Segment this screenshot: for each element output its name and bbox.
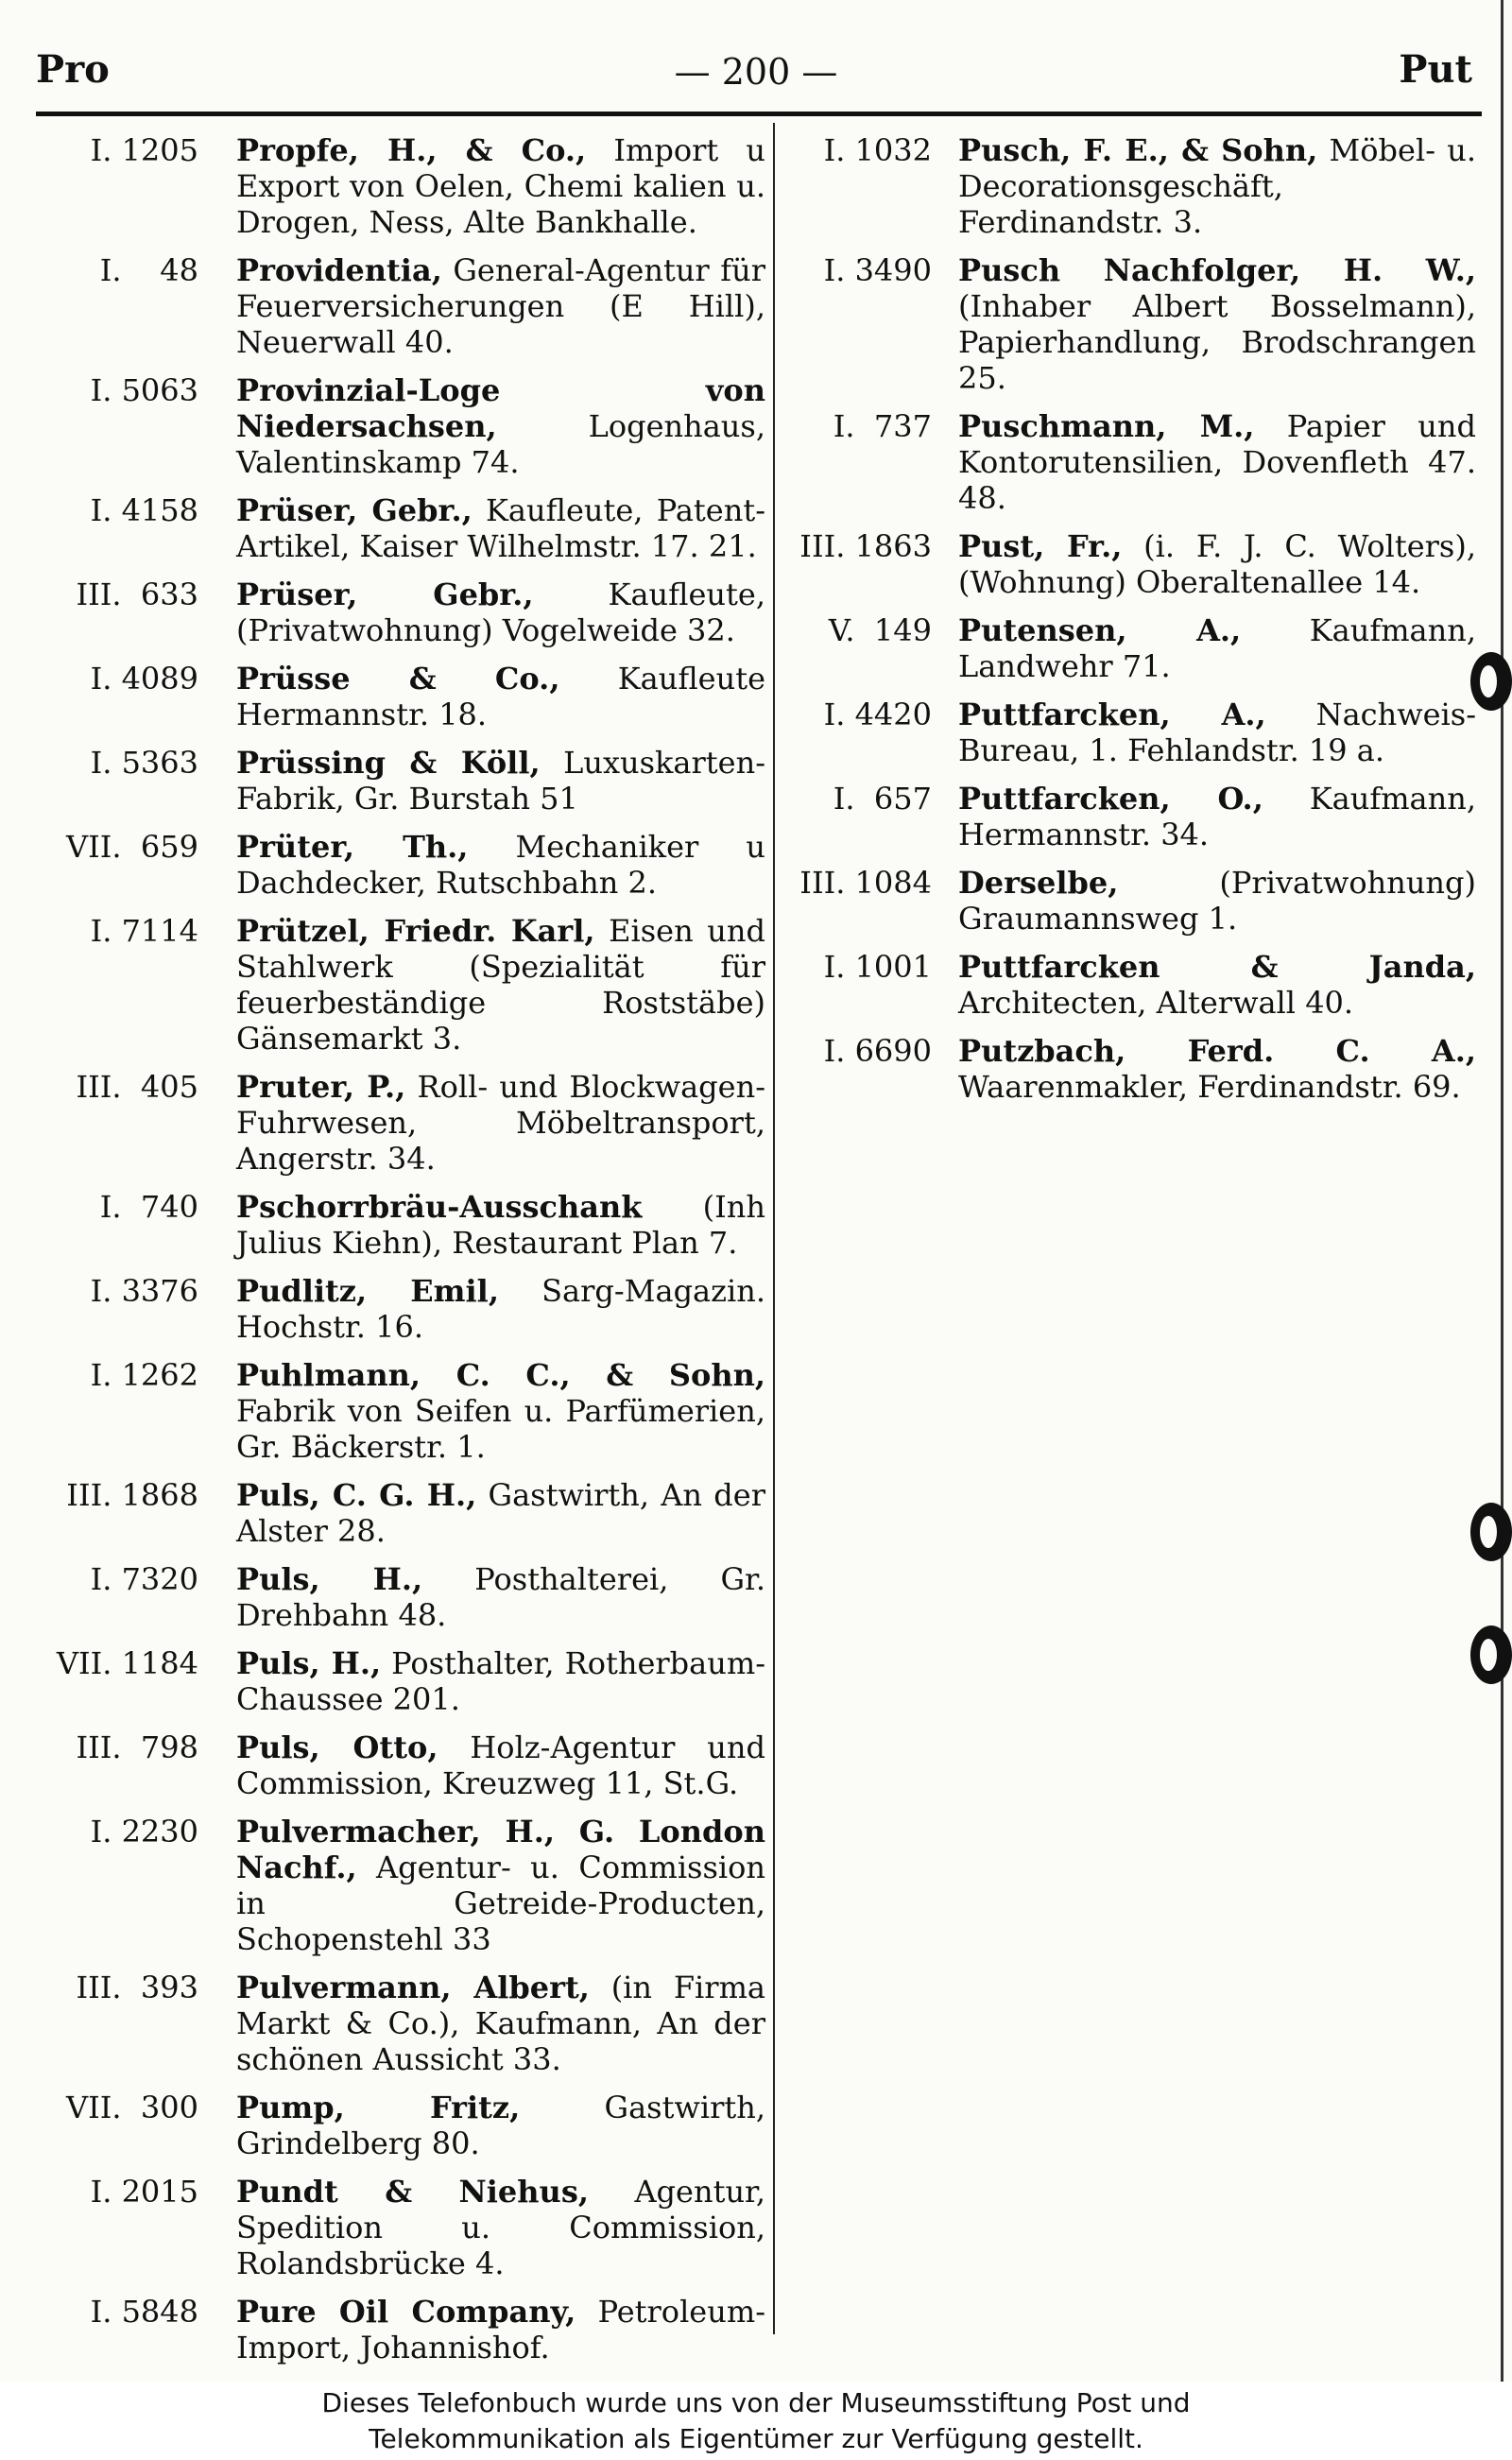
phone-number: I. 657 xyxy=(833,781,932,817)
punch-hole-icon xyxy=(1470,652,1512,711)
subscriber-name: Putzbach, Ferd. C. A., xyxy=(958,1033,1476,1069)
phone-number: I. 737 xyxy=(833,408,932,444)
phone-number: I. 7114 xyxy=(90,913,198,949)
subscriber-details: (in Firma Markt & Co.), Kaufmann, An der schönen Aussicht 33. xyxy=(236,1970,765,2077)
subscriber-details: Petroleum-Import, Johannishof. xyxy=(236,2294,765,2365)
entry-text xyxy=(236,1273,765,1345)
entry-text xyxy=(236,829,765,901)
directory-entry xyxy=(19,2090,766,2161)
phone-number: VII. 300 xyxy=(66,2090,198,2125)
subscriber-name: Pudlitz, Emil, xyxy=(236,1273,499,1309)
phone-number: I. 2230 xyxy=(90,1814,198,1849)
directory-entry xyxy=(781,528,1480,600)
phone-number: III. 393 xyxy=(76,1970,198,2005)
subscriber-details: Mechaniker u Dachdecker, Rutschbahn 2. xyxy=(236,829,765,901)
subscriber-name: Pulvermann, Albert, xyxy=(236,1970,590,2005)
directory-entry xyxy=(781,1033,1480,1105)
entry-text xyxy=(236,1477,765,1549)
entry-text xyxy=(236,1069,765,1177)
subscriber-name: Puttfarcken, A., xyxy=(958,697,1266,732)
directory-entry xyxy=(781,949,1480,1021)
subscriber-details: Papier und Kontorutensilien, Dovenfleth 47. 48. xyxy=(958,408,1477,516)
subscriber-details: Agentur, Spedition u. Commission, Rolandsbrücke 4. xyxy=(236,2174,765,2281)
column-divider xyxy=(773,123,775,2334)
left-column xyxy=(19,132,766,2378)
subscriber-name: Prüssing & Köll, xyxy=(236,745,541,781)
subscriber-name: Puttfarcken & Janda, xyxy=(958,949,1476,985)
subscriber-name: Pump, Fritz, xyxy=(236,2090,521,2125)
subscriber-details: General-Agentur für Feuerversicherungen (E Hill), Neuerwall 40. xyxy=(236,252,765,360)
entry-text xyxy=(236,1357,765,1465)
entry-text xyxy=(958,132,1476,240)
subscriber-name: Prützel, Friedr. Karl, xyxy=(236,913,595,949)
directory-entry xyxy=(19,1729,766,1801)
phone-number: I. 740 xyxy=(99,1189,198,1225)
phone-number: I. 1032 xyxy=(823,132,932,168)
phone-number: I. 48 xyxy=(99,252,198,288)
entry-text xyxy=(958,865,1476,937)
phone-number: I. 5848 xyxy=(90,2294,198,2330)
subscriber-name: Puls, Otto, xyxy=(236,1729,438,1765)
entry-text xyxy=(958,697,1476,768)
entry-text xyxy=(236,132,765,240)
subscriber-name: Pusch, F. E., & Sohn, xyxy=(958,132,1318,168)
subscriber-details: Posthalterei, Gr. Drehbahn 48. xyxy=(236,1561,766,1633)
page-number: — 200 — xyxy=(674,51,838,93)
entry-text xyxy=(236,492,765,564)
subscriber-details: Roll- und Blockwagen-Fuhrwesen, Möbeltransport, Angerstr. 34. xyxy=(236,1069,765,1177)
subscriber-name: Propfe, H., & Co., xyxy=(236,132,587,168)
header-left-keyword: Pro xyxy=(36,47,110,92)
subscriber-name: Puhlmann, C. C., & Sohn, xyxy=(236,1357,765,1393)
entry-text xyxy=(958,612,1476,684)
phone-number: I. 4158 xyxy=(90,492,198,528)
subscriber-name: Puls, H., xyxy=(236,1561,423,1597)
subscriber-name: Prüsse & Co., xyxy=(236,661,560,697)
phone-number: VII. 659 xyxy=(66,829,198,865)
subscriber-name: Pruter, P., xyxy=(236,1069,406,1105)
directory-entry xyxy=(19,829,765,901)
phone-number: V. 149 xyxy=(828,612,932,648)
directory-entry xyxy=(19,1970,765,2077)
header-right-keyword: Put xyxy=(1399,47,1472,92)
subscriber-name: Puschmann, M., xyxy=(958,408,1255,444)
phone-number: I. 3490 xyxy=(823,252,932,288)
subscriber-details: Möbel- u. Decorationsgeschäft, Ferdinandstr. 3. xyxy=(958,132,1477,240)
phone-number: III. 1863 xyxy=(799,528,932,564)
directory-entry xyxy=(19,1189,765,1261)
directory-entry xyxy=(19,1273,765,1345)
entry-text xyxy=(236,372,765,480)
subscriber-name: Pulvermacher, H., G. London Nachf., xyxy=(236,1814,765,1885)
subscriber-details: Holz-Agentur und Commission, Kreuzweg 11, St.G. xyxy=(236,1729,766,1801)
subscriber-details: (Privatwohnung) Graumannsweg 1. xyxy=(958,865,1476,937)
entry-text xyxy=(958,528,1476,600)
phone-number: III. 798 xyxy=(76,1729,198,1765)
phone-number: I. 2015 xyxy=(90,2174,198,2210)
phone-number: I. 1205 xyxy=(90,132,198,168)
entry-text xyxy=(958,408,1476,516)
subscriber-details: Nachweis-Bureau, 1. Fehlandstr. 19 a. xyxy=(958,697,1476,768)
directory-entry xyxy=(19,1357,765,1465)
entry-text xyxy=(236,1645,765,1717)
punch-hole-icon xyxy=(1470,1503,1512,1561)
subscriber-details: Agentur- u. Commission in Getreide-Producten, Schopenstehl 33 xyxy=(236,1849,765,1957)
punch-hole-icon xyxy=(1470,1626,1512,1684)
directory-entry xyxy=(781,612,1480,684)
entry-text xyxy=(236,1561,765,1633)
footer-line: Telekommunikation als Eigentümer zur Verfügung gestellt. xyxy=(369,2423,1143,2454)
subscriber-name: Pundt & Niehus, xyxy=(236,2174,589,2210)
subscriber-details: Luxuskarten-Fabrik, Gr. Burstah 51 xyxy=(236,745,766,817)
directory-entry xyxy=(19,1561,766,1633)
subscriber-name: Providentia, xyxy=(236,252,442,288)
entry-text xyxy=(236,2090,765,2161)
directory-entry xyxy=(19,492,766,564)
directory-entry xyxy=(19,745,766,817)
phone-number: I. 3376 xyxy=(90,1273,198,1309)
subscriber-details: Kaufleute, Patent-Artikel, Kaiser Wilhelmstr. 17. 21. xyxy=(236,492,766,564)
subscriber-name: Pschorrbräu-Ausschank xyxy=(236,1189,643,1225)
subscriber-details: Kaufmann, Landwehr 71. xyxy=(958,612,1476,684)
subscriber-details: Gastwirth, Grindelberg 80. xyxy=(236,2090,766,2161)
directory-entry xyxy=(781,132,1480,240)
subscriber-details: Architecten, Alterwall 40. xyxy=(958,985,1354,1021)
directory-entry xyxy=(19,913,766,1057)
entry-text xyxy=(236,1729,765,1801)
directory-entry xyxy=(19,2174,765,2281)
phone-number: III. 633 xyxy=(76,576,198,612)
directory-entry xyxy=(781,781,1480,852)
subscriber-name: Pure Oil Company, xyxy=(236,2294,576,2330)
phone-number: III. 1868 xyxy=(66,1477,198,1513)
subscriber-details: Logenhaus, Valentinskamp 74. xyxy=(236,408,765,480)
directory-entry xyxy=(781,408,1480,516)
subscriber-details: Sarg-Magazin. Hochstr. 16. xyxy=(236,1273,765,1345)
directory-entry xyxy=(19,252,765,360)
entry-text xyxy=(236,913,765,1057)
subscriber-details: Kaufleute Hermannstr. 18. xyxy=(236,661,766,732)
subscriber-details: Kaufleute, (Privatwohnung) Vogelweide 32. xyxy=(236,576,766,648)
phone-number: I. 1262 xyxy=(90,1357,198,1393)
subscriber-details: (i. F. J. C. Wolters), (Wohnung) Oberaltenallee 14. xyxy=(958,528,1477,600)
directory-entry xyxy=(19,132,766,240)
entry-text xyxy=(958,252,1476,396)
page-edge xyxy=(1501,0,1503,2382)
subscriber-name: Pusch Nachfolger, H. W., xyxy=(958,252,1476,288)
entry-text xyxy=(236,745,765,817)
phone-number: I. 5063 xyxy=(90,372,198,408)
directory-entry xyxy=(19,1477,766,1549)
subscriber-details: Kaufmann, Hermannstr. 34. xyxy=(958,781,1477,852)
subscriber-details: Posthalter, Rotherbaum-Chaussee 201. xyxy=(236,1645,766,1717)
entry-text xyxy=(236,1814,765,1957)
phone-number: I. 7320 xyxy=(90,1561,198,1597)
subscriber-name: Puls, H., xyxy=(236,1645,382,1681)
directory-entry xyxy=(19,576,766,648)
entry-text xyxy=(236,252,765,360)
subscriber-details: (Inhaber Albert Bosselmann), Papierhandlung, Brodschrangen 25. xyxy=(958,288,1476,396)
directory-entry xyxy=(781,865,1480,937)
entry-text xyxy=(958,781,1476,852)
entry-text xyxy=(236,661,765,732)
right-column xyxy=(781,132,1480,1117)
header-rule xyxy=(36,112,1482,116)
footer-line: Dieses Telefonbuch wurde uns von der Museumsstiftung Post und xyxy=(321,2387,1191,2418)
directory-entry xyxy=(781,697,1480,768)
phone-number: I. 5363 xyxy=(90,745,198,781)
phone-number: I. 1001 xyxy=(823,949,932,985)
phone-number: I. 4420 xyxy=(823,697,932,732)
entry-text xyxy=(236,1970,765,2077)
subscriber-name: Puls, C. G. H., xyxy=(236,1477,477,1513)
footer-notice xyxy=(0,2382,1512,2460)
directory-entry xyxy=(19,2294,765,2365)
directory-entry xyxy=(19,1814,765,1957)
subscriber-name: Provinzial-Loge von Niedersachsen, xyxy=(236,372,765,444)
entry-text xyxy=(236,1189,765,1261)
directory-entry xyxy=(781,252,1480,396)
subscriber-name: Puttfarcken, O., xyxy=(958,781,1263,817)
subscriber-details: Fabrik von Seifen u. Parfümerien, Gr. Bäckerstr. 1. xyxy=(236,1393,765,1465)
subscriber-details: Eisen und Stahlwerk (Spezialität für feuerbeständige Roststäbe) Gänsemarkt 3. xyxy=(236,913,766,1057)
subscriber-details: Gastwirth, An der Alster 28. xyxy=(236,1477,766,1549)
entry-text xyxy=(236,2294,765,2365)
phone-number: VII. 1184 xyxy=(56,1645,198,1681)
phone-number: III. 1084 xyxy=(799,865,932,901)
phone-number: I. 6690 xyxy=(823,1033,932,1069)
entry-text xyxy=(958,949,1476,1021)
subscriber-details: Import u Export von Oelen, Chemi kalien u. Drogen, Ness, Alte Bankhalle. xyxy=(236,132,766,240)
entry-text xyxy=(236,576,765,648)
subscriber-name: Prüter, Th., xyxy=(236,829,469,865)
directory-entry xyxy=(19,661,766,732)
directory-entry xyxy=(19,372,765,480)
entry-text xyxy=(236,2174,765,2281)
subscriber-name: Prüser, Gebr., xyxy=(236,576,534,612)
subscriber-details: Waarenmakler, Ferdinandstr. 69. xyxy=(958,1069,1461,1105)
subscriber-name: Pust, Fr., xyxy=(958,528,1123,564)
subscriber-details: (Inh Julius Kiehn), Restaurant Plan 7. xyxy=(236,1189,765,1261)
phone-number: III. 405 xyxy=(76,1069,198,1105)
subscriber-name: Derselbe, xyxy=(958,865,1119,901)
subscriber-name: Putensen, A., xyxy=(958,612,1242,648)
directory-entry xyxy=(19,1645,766,1717)
entry-text xyxy=(958,1033,1476,1105)
subscriber-name: Prüser, Gebr., xyxy=(236,492,472,528)
phone-number: I. 4089 xyxy=(90,661,198,697)
directory-entry xyxy=(19,1069,765,1177)
